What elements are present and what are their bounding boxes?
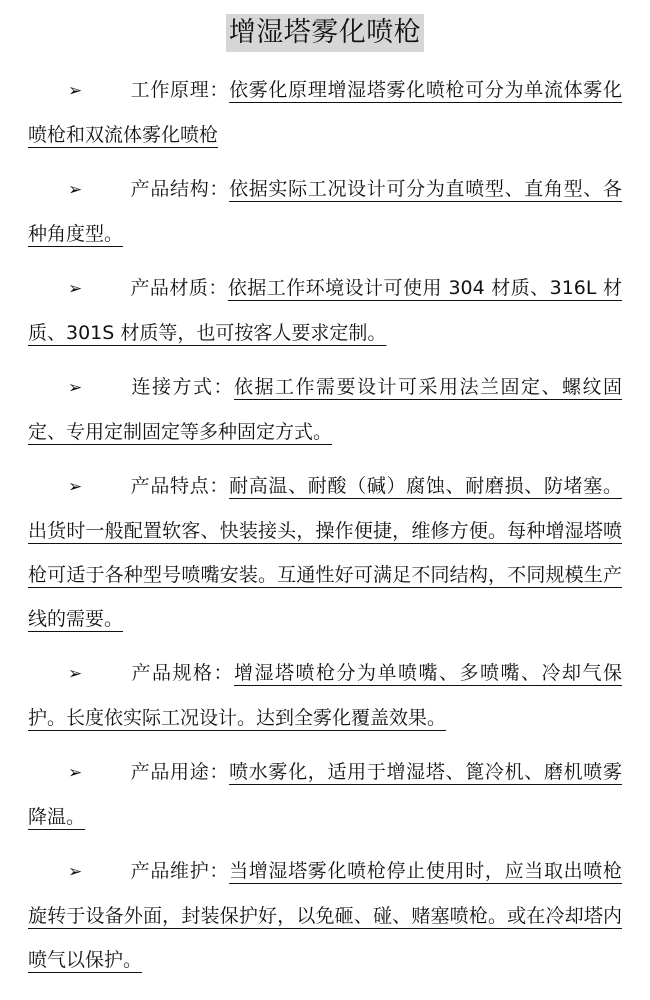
list-item: [28, 651, 622, 740]
list-item: [28, 68, 622, 157]
item-label: 产品材质：: [130, 277, 228, 299]
item-text: 依据工作环境设计可使用 304 材质、316L 材质、301S 材质等，也可按客人要求定制。: [28, 277, 622, 344]
item-text: 喷水雾化，适用于增湿塔、篦冷机、磨机喷雾降温。: [28, 761, 622, 828]
item-label: 产品用途：: [130, 761, 230, 783]
list-item: [28, 750, 622, 839]
bullet-arrow-icon: ➢: [68, 477, 83, 497]
item-label: 工作原理：: [130, 79, 230, 101]
item-text: 耐高温、耐酸（碱）腐蚀、耐磨损、防堵塞。出货时一般配置软客、快装接头，操作便捷，维修方便。每种增湿塔喷枪可适于各种型号喷嘴安装。互通性好可满足不同结构，不同规模生产线的需要。: [28, 475, 622, 630]
list-item: [28, 849, 622, 982]
list-item: [28, 464, 622, 641]
bullet-arrow-icon: ➢: [68, 862, 83, 882]
bullet-arrow-icon: ➢: [68, 664, 83, 684]
item-label: 产品维护：: [130, 860, 230, 882]
list-item: [28, 365, 622, 454]
item-label: 产品结构：: [130, 178, 230, 200]
list-item: [28, 266, 622, 355]
item-text: 依据工作需要设计可采用法兰固定、螺纹固定、专用定制固定等多种固定方式。: [28, 376, 622, 443]
bullet-arrow-icon: ➢: [68, 180, 83, 200]
bullet-arrow-icon: ➢: [68, 81, 83, 101]
bullet-arrow-icon: ➢: [68, 378, 83, 398]
list-item: [28, 167, 622, 256]
title-container: [0, 14, 650, 52]
item-text: 增湿塔喷枪分为单喷嘴、多喷嘴、冷却气保护。长度依实际工况设计。达到全雾化覆盖效果。: [28, 662, 622, 729]
item-text: 当增湿塔雾化喷枪停止使用时，应当取出喷枪旋转于设备外面，封装保护好，以免砸、碰、赌塞喷枪。或在冷却塔内喷气以保护。: [28, 860, 622, 971]
document-body: [28, 68, 622, 992]
item-label: 产品特点：: [130, 475, 230, 497]
item-text: 依据实际工况设计可分为直喷型、直角型、各种角度型。: [28, 178, 622, 245]
bullet-arrow-icon: ➢: [68, 279, 83, 299]
document-title: 增湿塔雾化喷枪: [226, 14, 425, 52]
item-text: 依雾化原理增湿塔雾化喷枪可分为单流体雾化喷枪和双流体雾化喷枪: [28, 79, 622, 146]
item-label: 产品规格：: [130, 662, 234, 684]
item-label: 连接方式：: [130, 376, 234, 398]
bullet-arrow-icon: ➢: [68, 763, 83, 783]
